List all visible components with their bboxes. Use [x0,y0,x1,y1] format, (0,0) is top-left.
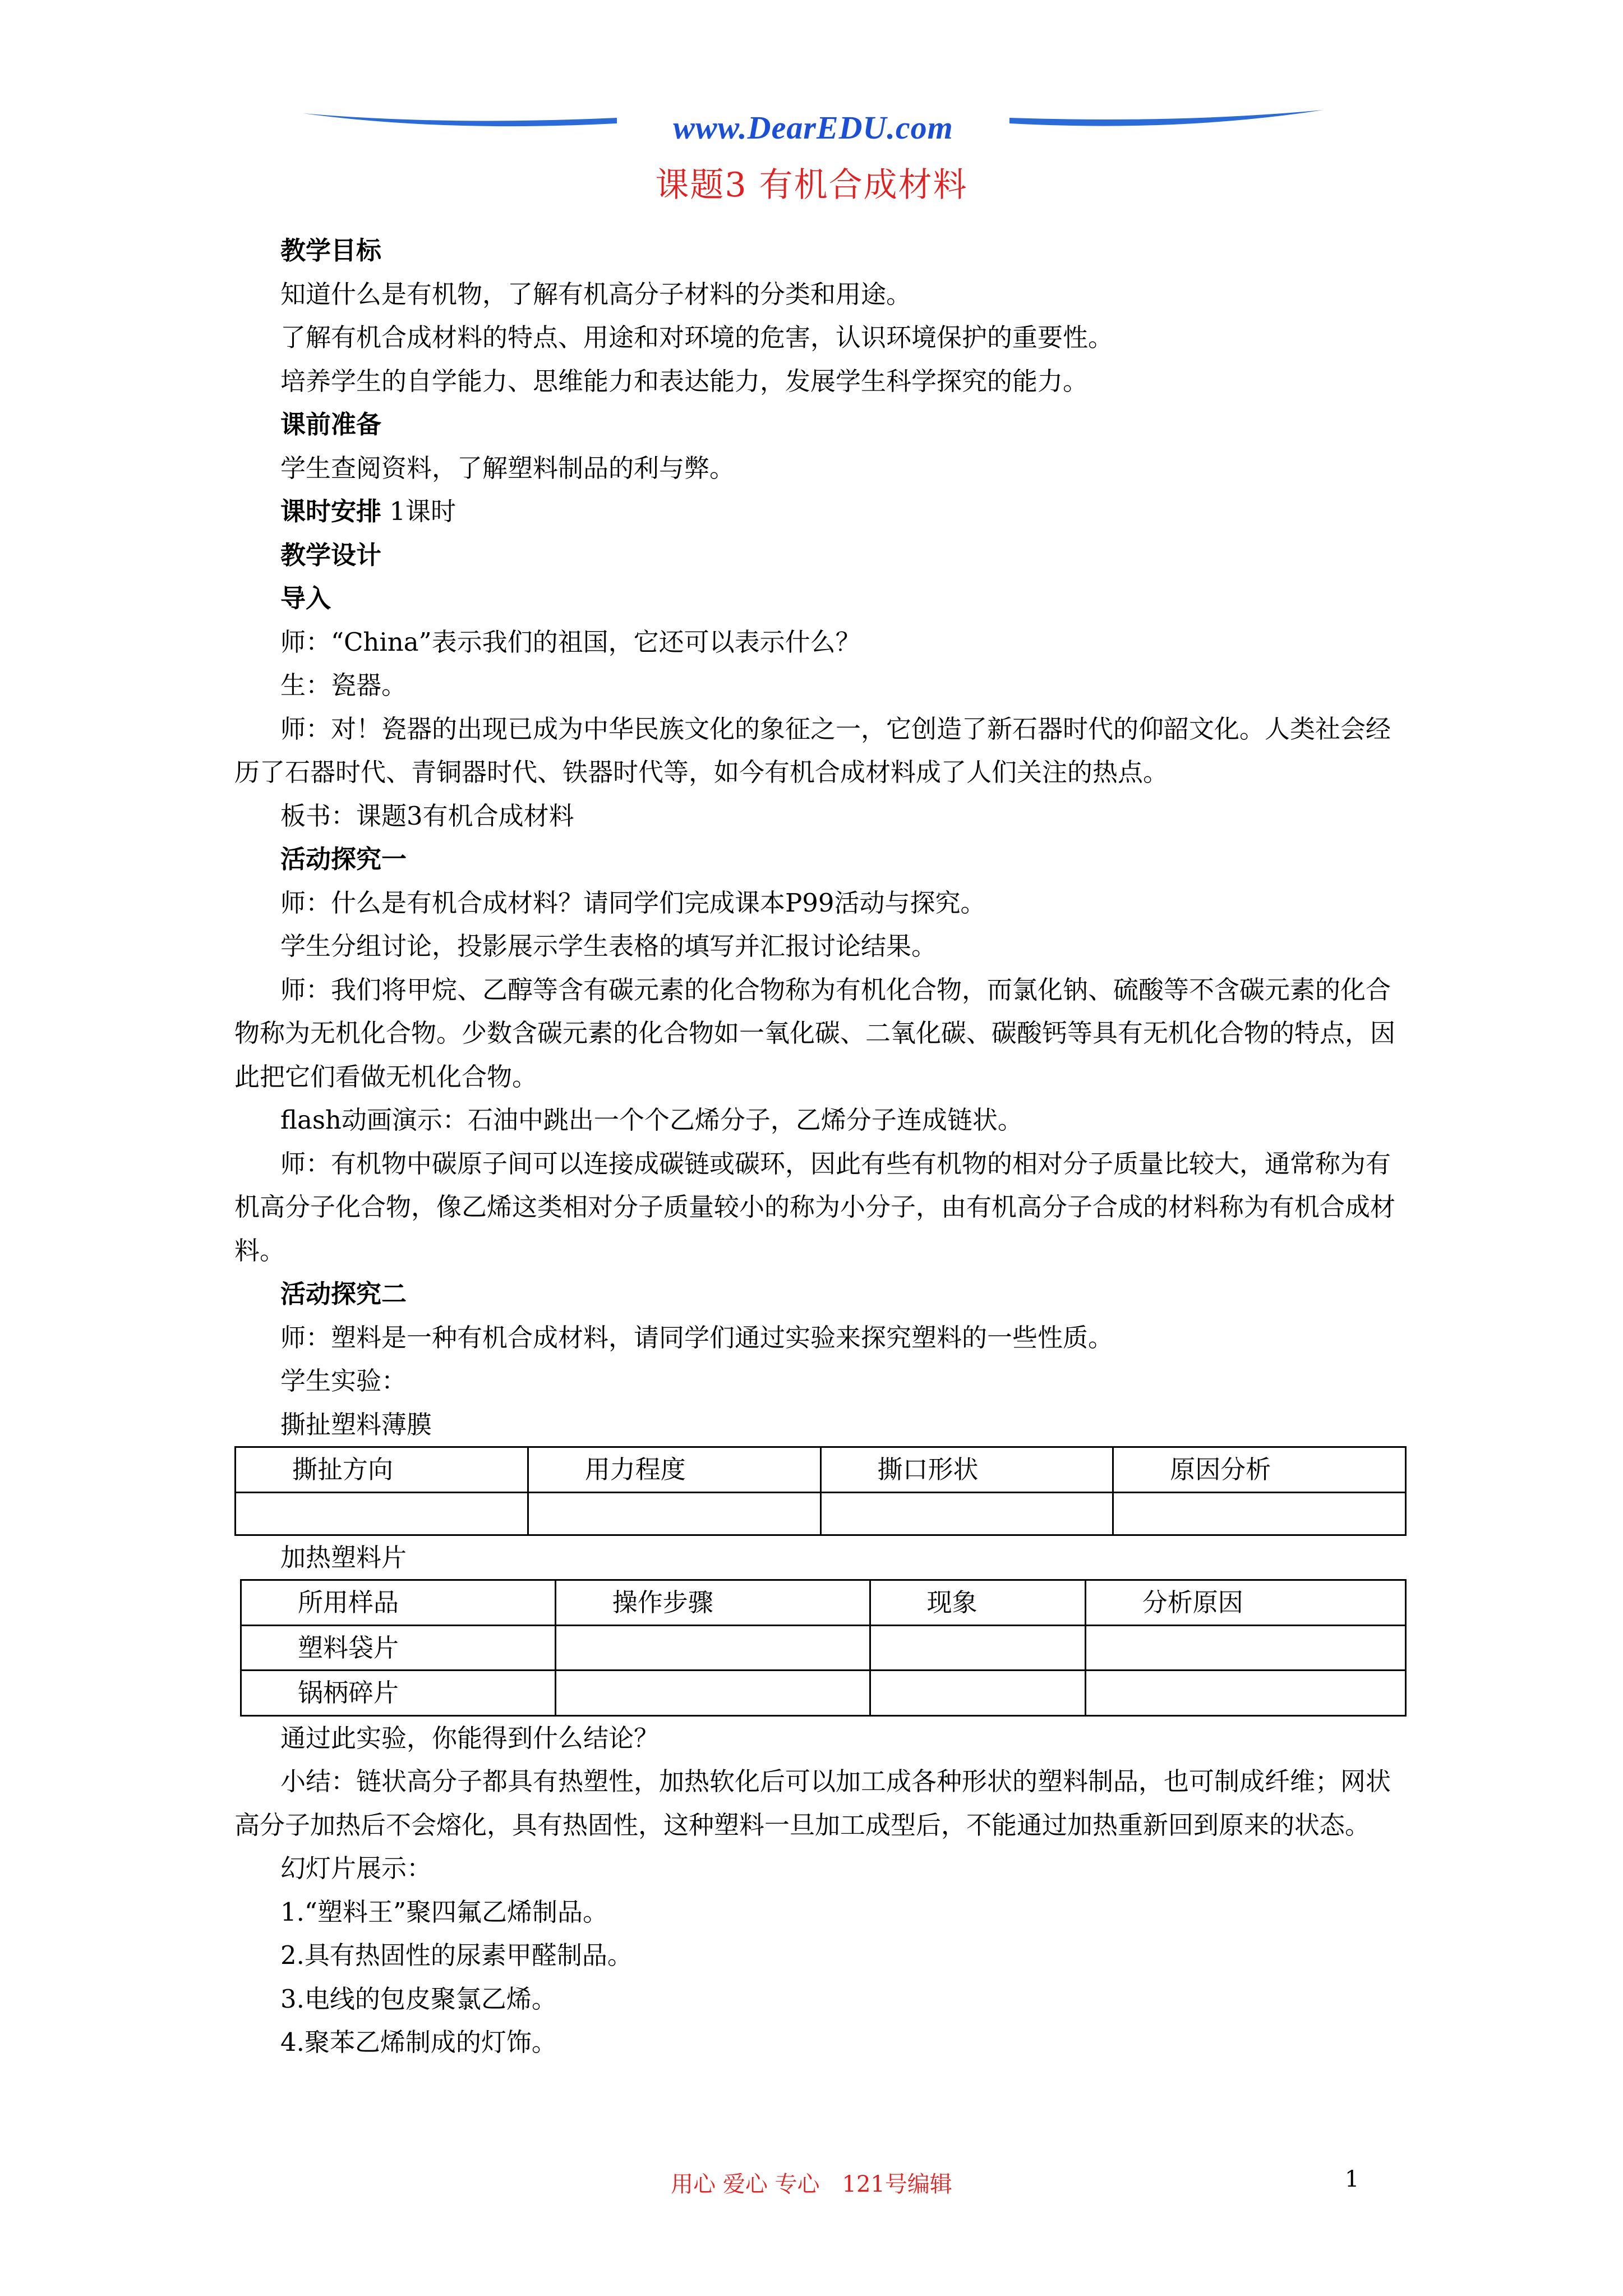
table-header-cell: 用力程度 [528,1447,820,1493]
table-header-cell: 所用样品 [241,1580,556,1626]
paragraph-text: 1课时 [381,496,456,526]
table-tear-film [234,1446,1407,1536]
table-header-row [241,1580,1406,1626]
table-header-cell: 分析原因 [1085,1580,1405,1626]
section-heading: 活动探究二 [280,1279,407,1309]
paragraph: 师：“China”表示我们的祖国，它还可以表示什么？ [280,627,861,657]
page-footer: 用心 爱心 专心 121号编辑 [671,2171,952,2197]
section-before-tables [234,229,1410,1446]
paragraph: flash动画演示：石油中跳出一个个乙烯分子，乙烯分子连成链状。 [280,1105,1023,1135]
section-heading: 活动探究一 [280,844,407,874]
table-cell [820,1492,1113,1535]
document-body [234,229,1410,2064]
label-heat-plastic: 加热塑料片 [280,1542,407,1572]
section-heading: 课前准备 [280,409,382,439]
paragraph: 培养学生的自学能力、思维能力和表达能力，发展学生科学探究的能力。 [280,366,1089,396]
site-header [303,107,1324,146]
table-cell [555,1671,870,1716]
paragraph: 通过此实验，你能得到什么结论？ [280,1723,660,1753]
section-heading: 教学设计 [280,540,382,570]
table-row [236,1492,1406,1535]
table-cell [870,1625,1085,1671]
section-heading: 导入 [280,583,331,613]
table-cell [236,1492,528,1535]
paragraph-label: 课时安排 [280,496,382,526]
table-row [241,1671,1406,1716]
paragraph: 4.聚苯乙烯制成的灯饰。 [280,2027,557,2057]
table-cell [555,1625,870,1671]
table-cell: 塑料袋片 [241,1625,556,1671]
table-cell [1113,1492,1406,1535]
site-brand[interactable]: www.DearEDU.com [673,109,953,146]
paragraph: 师：什么是有机合成材料？请同学们完成课本P99活动与探究。 [280,887,986,918]
paragraph: 了解有机合成材料的特点、用途和对环境的危害，认识环境保护的重要性。 [280,323,1114,352]
table-header-cell: 原因分析 [1113,1447,1406,1493]
paragraph: 学生查阅资料，了解塑料制品的利与弊。 [280,453,735,483]
paragraph: 撕扯塑料薄膜 [280,1409,432,1439]
table-cell [528,1492,820,1535]
table-cell [1085,1671,1405,1716]
table-header-cell: 撕口形状 [820,1447,1113,1493]
table-cell [870,1671,1085,1716]
paragraph: 师：塑料是一种有机合成材料，请同学们通过实验来探究塑料的一些性质。 [280,1322,1114,1352]
page-title: 课题3 有机合成材料 [655,165,968,205]
labeled-paragraph [234,490,1410,533]
paragraph: 1.“塑料王”聚四氟乙烯制品。 [280,1897,608,1927]
table-header-row [236,1447,1406,1493]
paragraph: 小结：链状高分子都具有热塑性，加热软化后可以加工成各种形状的塑料制品，也可制成纤维；网状高分子加热后不会熔化，具有热固性，这种塑料一旦加工成型后，不能通过加热重新回到原来的状态。 [234,1766,1391,1840]
page-number: 1 [1345,2166,1359,2192]
paragraph: 幻灯片展示： [280,1853,432,1883]
table-header-cell: 现象 [870,1580,1085,1626]
table-heat-plastic [240,1579,1407,1717]
paragraph: 师：我们将甲烷、乙醇等含有碳元素的化合物称为有机化合物，而氯化钠、硫酸等不含碳元素的化合物称为无机化合物。少数含碳元素的化合物如一氧化碳、二氧化碳、碳酸钙等具有无机化合物的特点，因此把它们看做无机化合物。 [234,974,1396,1092]
paragraph: 师：对！瓷器的出现已成为中华民族文化的象征之一，它创造了新石器时代的仰韶文化。人类社会经历了石器时代、青铜器时代、铁器时代等，如今有机合成材料成了人们关注的热点。 [234,714,1391,787]
paragraph: 3.电线的包皮聚氯乙烯。 [280,1984,557,2014]
table-header-cell: 撕扯方向 [236,1447,528,1493]
table-row [241,1625,1406,1671]
paragraph: 生：瓷器。 [280,670,407,700]
paragraph: 学生分组讨论，投影展示学生表格的填写并汇报讨论结果。 [280,931,937,961]
table-cell: 锅柄碎片 [241,1671,556,1716]
section-after-tables [234,1717,1410,2064]
table-cell [1085,1625,1405,1671]
paragraph: 2.具有热固性的尿素甲醛制品。 [280,1940,633,1970]
paragraph: 师：有机物中碳原子间可以连接成碳链或碳环，因此有些有机物的相对分子质量比较大，通常称为有机高分子化合物，像乙烯这类相对分子质量较小的称为小分子，由有机高分子合成的材料称为有机合成材料。 [234,1148,1396,1266]
section-heading: 教学目标 [280,236,382,265]
table-header-cell: 操作步骤 [555,1580,870,1626]
paragraph: 板书：课题3有机合成材料 [280,800,574,831]
paragraph: 知道什么是有机物，了解有机高分子材料的分类和用途。 [280,279,912,309]
paragraph: 学生实验： [280,1366,407,1396]
